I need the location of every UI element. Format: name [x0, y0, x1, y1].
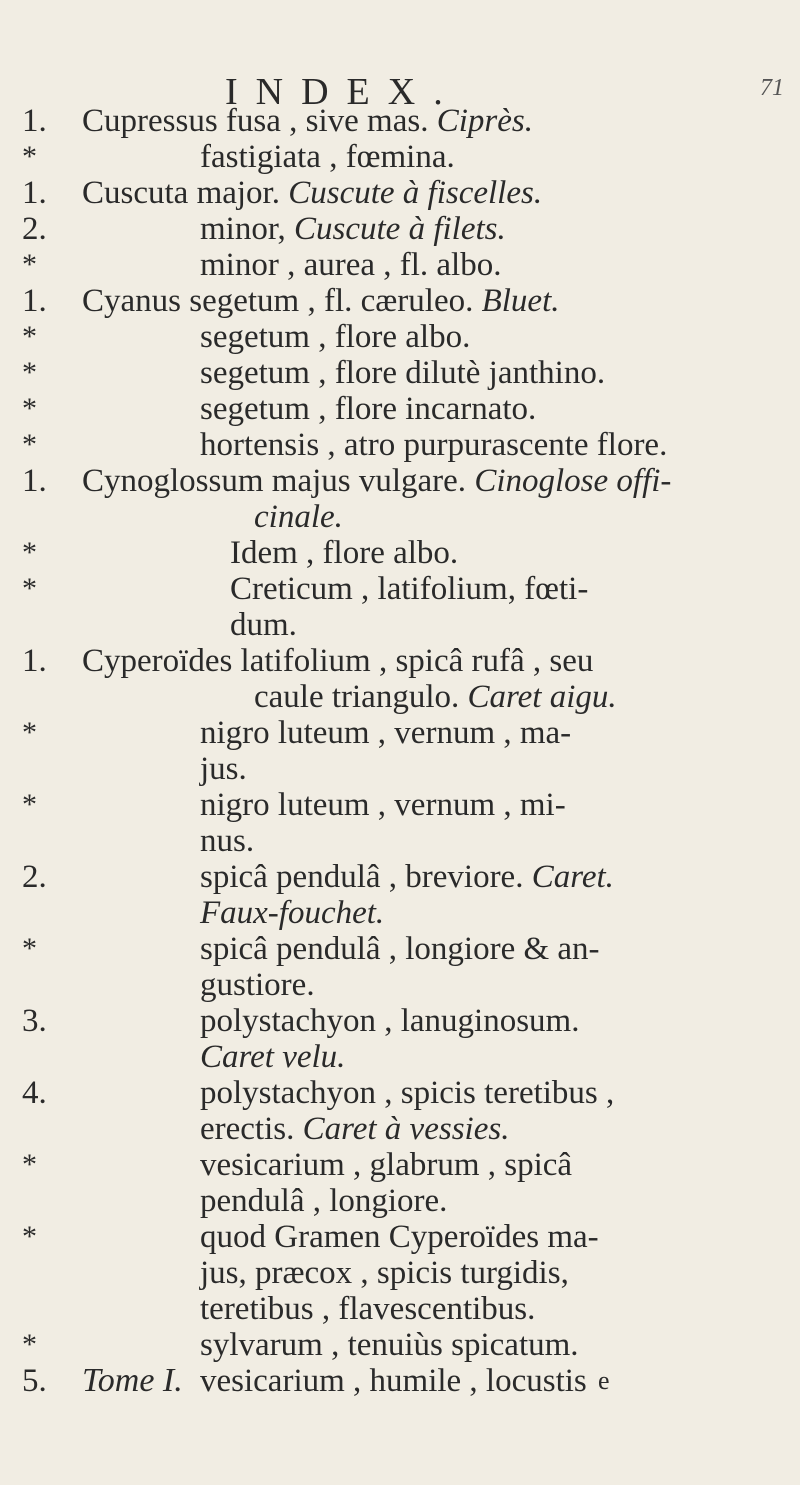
entry-continuation-text: jus, præcox , spicis turgidis,	[200, 1255, 569, 1291]
entry-continuation	[254, 679, 760, 715]
index-entry	[0, 463, 800, 535]
index-entry	[0, 283, 800, 319]
entry-main-text: minor,	[200, 211, 286, 247]
index-entry	[0, 1327, 800, 1363]
entry-marker: *	[22, 536, 37, 569]
entry-text	[200, 715, 760, 787]
entry-marker: 1.	[22, 463, 47, 499]
entry-text	[200, 931, 760, 1003]
entry-text	[200, 1003, 760, 1075]
entry-text	[200, 859, 760, 931]
entry-main-text: hortensis , atro purpurascente flore.	[200, 427, 668, 463]
entry-continuation	[230, 607, 760, 643]
entry-continuation-text: gustiore.	[200, 967, 315, 1003]
entry-text	[200, 787, 760, 859]
entry-main-text: spicâ pendulâ , longiore & an-	[200, 931, 600, 967]
index-entry	[0, 103, 800, 139]
entry-text	[200, 319, 760, 355]
entry-continuation	[200, 823, 760, 859]
entry-marker: 1.	[22, 103, 47, 139]
entry-marker: *	[22, 428, 37, 461]
entry-marker: *	[22, 356, 37, 389]
entry-main-text: fastigiata , fœmina.	[200, 139, 455, 175]
entry-main-text: Cynoglossum majus vulgare.	[82, 463, 467, 499]
entry-french-name: Cinoglose offi-	[474, 463, 672, 499]
entry-french-name: Ciprès.	[436, 103, 533, 139]
entry-text	[200, 427, 760, 463]
entry-marker: 2.	[22, 859, 47, 895]
entry-main-text: segetum , flore albo.	[200, 319, 471, 355]
index-entry	[0, 1075, 800, 1147]
entry-french-name: Bluet.	[481, 283, 560, 319]
entry-marker: *	[22, 1148, 37, 1181]
entry-continuation	[200, 751, 760, 787]
index-entry	[0, 787, 800, 859]
index-entry	[0, 319, 800, 355]
tome-label: Tome I.	[82, 1362, 183, 1399]
entry-marker: 4.	[22, 1075, 47, 1111]
entry-text	[82, 463, 760, 535]
entry-continuation	[200, 967, 760, 1003]
entry-text	[200, 1327, 760, 1363]
entry-main-text: polystachyon , lanuginosum.	[200, 1003, 580, 1039]
entry-main-text: Cuscuta major.	[82, 175, 280, 211]
entry-text	[200, 211, 760, 247]
entry-main-text: minor , aurea , fl. albo.	[200, 247, 502, 283]
index-entry	[0, 1003, 800, 1075]
entry-marker: *	[22, 392, 37, 425]
index-entry	[0, 643, 800, 715]
entry-french-name: Caret.	[531, 859, 614, 895]
entry-continuation-text: dum.	[230, 607, 297, 643]
entry-main-text: nigro luteum , vernum , mi-	[200, 787, 566, 823]
entry-continuation-text: teretibus , flavescentibus.	[200, 1291, 536, 1327]
entry-continuation	[254, 499, 760, 535]
entry-continuation-text: pendulâ , longiore.	[200, 1183, 448, 1219]
index-entry	[0, 859, 800, 931]
entry-main-text: Idem , flore albo.	[230, 535, 459, 571]
entry-text	[82, 175, 760, 211]
entry-marker: *	[22, 788, 37, 821]
index-entry	[0, 175, 800, 211]
entry-marker: 2.	[22, 211, 47, 247]
entry-marker: 5.	[22, 1363, 47, 1399]
entry-main-text: Cyperoïdes latifolium , spicâ rufâ , seu	[82, 643, 594, 679]
entry-main-text: spicâ pendulâ , breviore.	[200, 859, 524, 895]
entry-text	[200, 1219, 760, 1327]
entry-text	[82, 283, 760, 319]
page-header: INDEX.	[225, 71, 461, 113]
entry-continuation	[200, 1039, 760, 1075]
entry-text	[82, 103, 760, 139]
entry-marker: *	[22, 1328, 37, 1361]
index-entry	[0, 571, 800, 643]
entry-continuation-text: caule triangulo.	[254, 679, 460, 715]
entry-marker: *	[22, 572, 37, 605]
index-entry	[0, 1219, 800, 1327]
entry-continuation	[200, 1183, 760, 1219]
index-entry	[0, 391, 800, 427]
entry-text	[200, 1075, 760, 1147]
entry-continuation-text: erectis.	[200, 1111, 295, 1147]
entry-marker: *	[22, 248, 37, 281]
signature-mark: e	[598, 1366, 610, 1395]
index-entry	[0, 931, 800, 1003]
index-entry	[0, 1147, 800, 1219]
entry-marker: *	[22, 716, 37, 749]
entry-continuation-french: Faux-fouchet.	[200, 895, 385, 931]
entry-continuation	[200, 895, 760, 931]
entry-main-text: quod Gramen Cyperoïdes ma-	[200, 1219, 599, 1255]
entry-main-text: segetum , flore dilutè janthino.	[200, 355, 606, 391]
entry-french-name: Cuscute à filets.	[294, 211, 506, 247]
entry-marker: 3.	[22, 1003, 47, 1039]
entry-continuation-french: Caret velu.	[200, 1039, 346, 1075]
entry-marker: *	[22, 320, 37, 353]
index-entry	[0, 535, 800, 571]
entry-text	[200, 1363, 760, 1399]
entry-main-text: Cyanus segetum , fl. cæruleo.	[82, 283, 474, 319]
index-entries	[0, 103, 800, 1399]
entry-marker: 1.	[22, 175, 47, 211]
index-entry	[0, 427, 800, 463]
entry-continuation	[200, 1111, 760, 1147]
index-entry	[0, 355, 800, 391]
entry-continuation-text: jus.	[200, 751, 247, 787]
entry-text	[200, 391, 760, 427]
entry-continuation-text: nus.	[200, 823, 255, 859]
index-entry	[0, 139, 800, 175]
entry-main-text: polystachyon , spicis teretibus ,	[200, 1075, 615, 1111]
index-entry	[0, 715, 800, 787]
entry-text	[230, 535, 760, 571]
entry-marker: *	[22, 140, 37, 173]
entry-main-text: vesicarium , humile , locustis	[200, 1363, 587, 1399]
entry-marker: 1.	[22, 643, 47, 679]
entry-main-text: Creticum , latifolium, fœti-	[230, 571, 589, 607]
entry-main-text: sylvarum , tenuiùs spicatum.	[200, 1327, 579, 1363]
entry-marker: 1.	[22, 283, 47, 319]
entry-main-text: nigro luteum , vernum , ma-	[200, 715, 572, 751]
entry-marker: *	[22, 1220, 37, 1253]
entry-text	[200, 1147, 760, 1219]
index-entry	[0, 211, 800, 247]
entry-french-name: Cuscute à fiscelles.	[288, 175, 543, 211]
entry-text	[200, 139, 760, 175]
entry-text	[230, 571, 760, 643]
entry-main-text: vesicarium , glabrum , spicâ	[200, 1147, 573, 1183]
page-number: 71	[760, 75, 784, 101]
entry-text	[200, 247, 760, 283]
entry-continuation	[200, 1255, 760, 1291]
entry-text	[200, 355, 760, 391]
entry-continuation-french: cinale.	[254, 499, 343, 535]
entry-continuation-french: Caret aigu.	[467, 679, 617, 715]
entry-marker: *	[22, 932, 37, 965]
entry-main-text: segetum , flore incarnato.	[200, 391, 537, 427]
index-entry	[0, 247, 800, 283]
entry-main-text: Cupressus fusa , sive mas.	[82, 103, 429, 139]
entry-continuation-french: Caret à vessies.	[302, 1111, 510, 1147]
entry-text	[82, 643, 760, 715]
